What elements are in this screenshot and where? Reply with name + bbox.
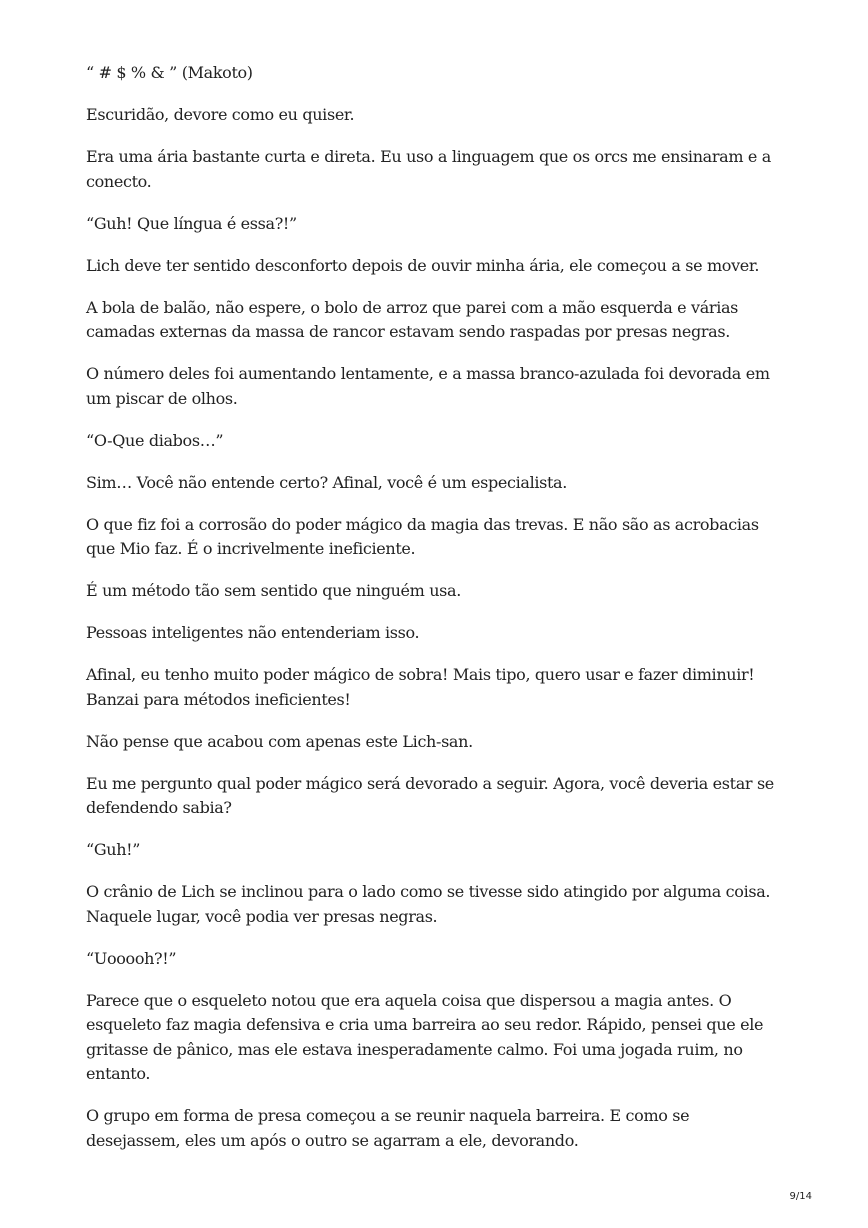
paragraph: É um método tão sem sentido que ninguém usa. (86, 581, 461, 600)
paragraph: A bola de balão, não espere, o bolo de arroz que parei com a mão esquerda e várias camadas externas da massa de rancor estavam sendo raspadas por presas negras. (86, 297, 739, 341)
page-number: 9/14 (789, 1191, 812, 1202)
paragraph: Parece que o esqueleto notou que era aquela coisa que dispersou a magia antes. O esqueleto faz magia defensiva e cria uma barreira ao seu redor. Rápido, pensei que ele gritasse de pânico, mas ele estava inesperadamente calmo. Foi uma jogada ruim, no entanto. (86, 990, 764, 1083)
paragraph: O crânio de Lich se inclinou para o lado como se tivesse sido atingido por alguma coisa. Naquele lugar, você podia ver presas negras. (86, 882, 771, 926)
paragraph: “O-Que diabos…” (86, 430, 224, 450)
paragraph: Pessoas inteligentes não entenderiam isso. (86, 623, 420, 642)
paragraph: Afinal, eu tenho muito poder mágico de sobra! Mais tipo, quero usar e fazer diminuir! Banzai para métodos ineficientes! (86, 665, 755, 709)
paragraph: O grupo em forma de presa começou a se reunir naquela barreira. E como se desejassem, eles um após o outro se agarram a ele, devorando. (86, 1106, 690, 1150)
paragraph: “ # $ % & ” (Makoto) (86, 63, 253, 82)
paragraph: Sim… Você não entende certo? Afinal, você é um especialista. (86, 472, 567, 492)
paragraph: “Uooooh?!” (86, 948, 177, 968)
paragraph: Eu me pergunto qual poder mágico será devorado a seguir. Agora, você deveria estar se defendendo sabia? (86, 773, 774, 817)
paragraph: Escuridão, devore como eu quiser. (86, 105, 355, 124)
document-body (86, 61, 786, 1171)
paragraph: “Guh!” (86, 840, 141, 859)
paragraph: “Guh! Que língua é essa?!” (86, 213, 297, 233)
paragraph: Não pense que acabou com apenas este Lich-san. (86, 731, 473, 751)
paragraph: Era uma ária bastante curta e direta. Eu uso a linguagem que os orcs me ensinaram e a conecto. (86, 147, 771, 191)
paragraph: Lich deve ter sentido desconforto depois de ouvir minha ária, ele começou a se mover. (86, 255, 760, 275)
paragraph: O que fiz foi a corrosão do poder mágico da magia das trevas. E não são as acrobacias que Mio faz. É o incrivelmente ineficiente. (86, 514, 759, 558)
paragraph: O número deles foi aumentando lentamente, e a massa branco-azulada foi devorada em um piscar de olhos. (86, 364, 770, 408)
